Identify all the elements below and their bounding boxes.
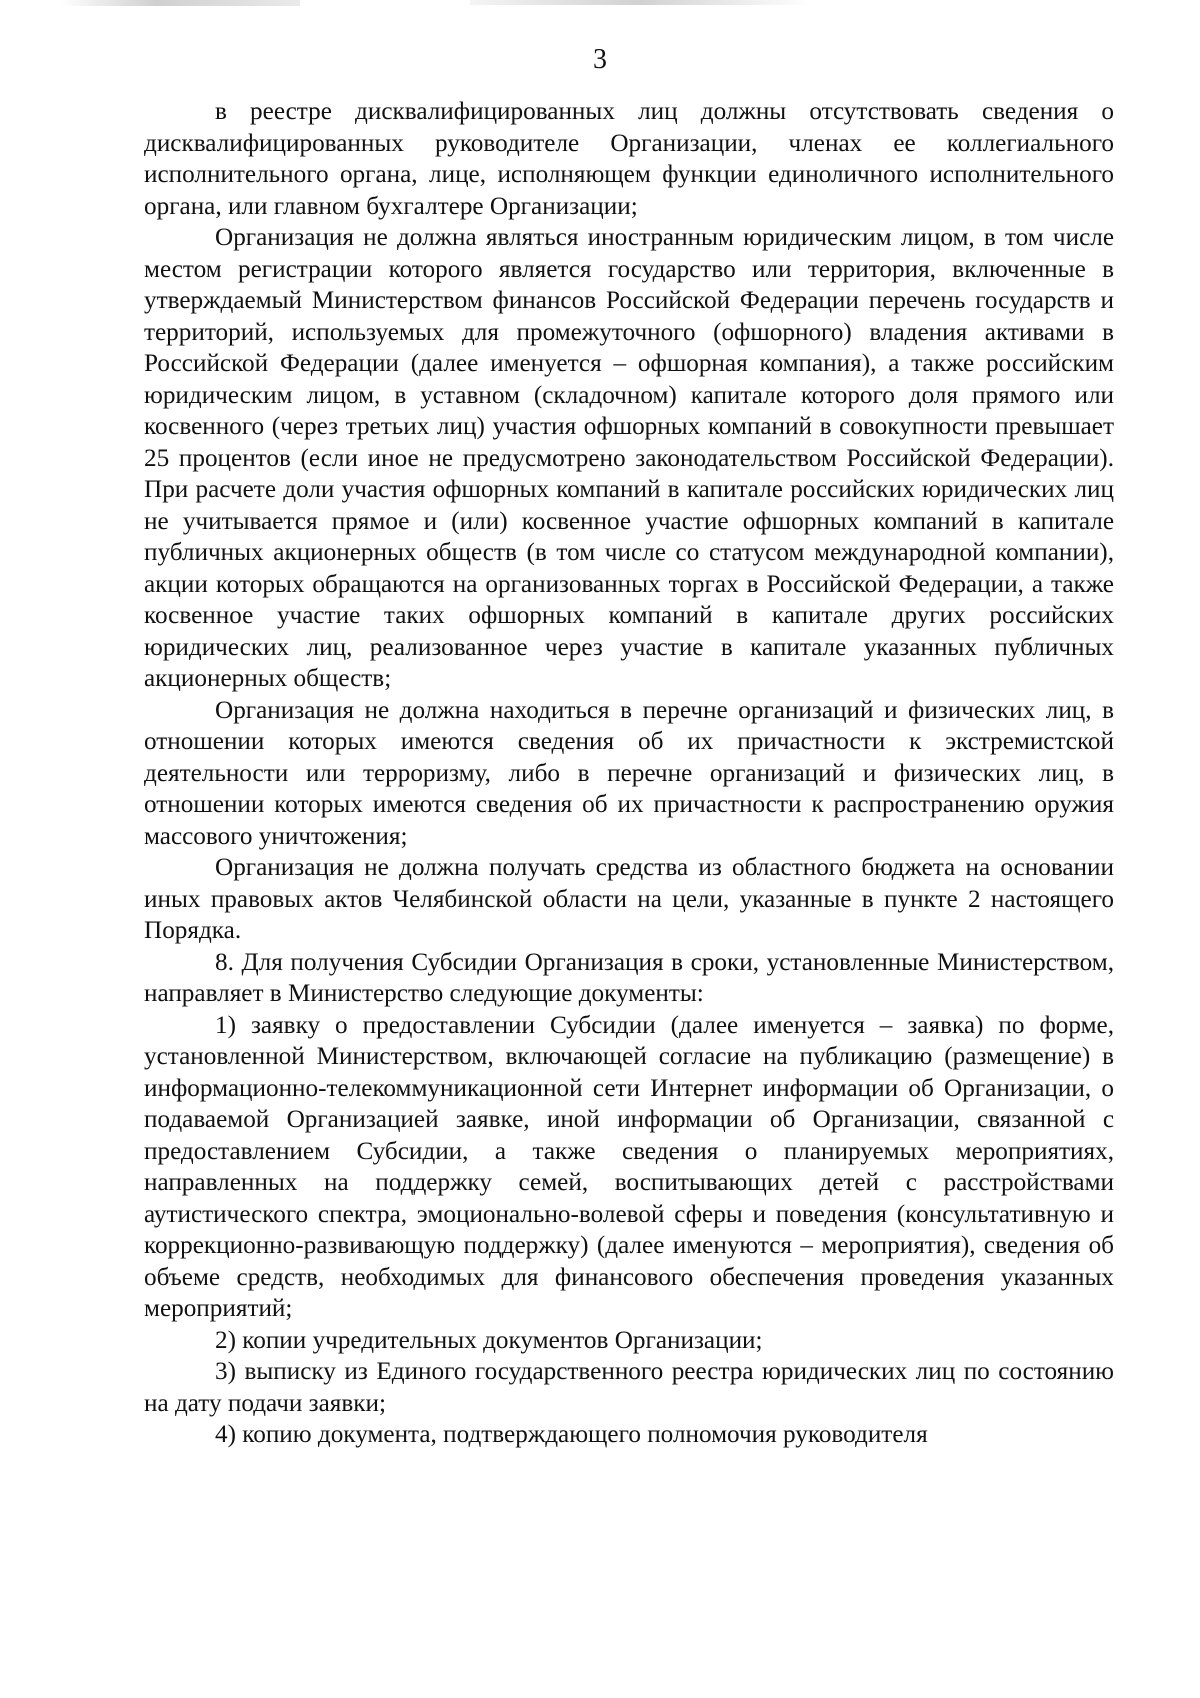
list-item-2-charter-copies: 2) копии учредительных документов Организации; (215, 1326, 763, 1354)
page-number: 3 (593, 44, 607, 75)
paragraph-item-8: 8. Для получения Субсидии Организация в сроки, установленные Министерством, направляет в Министерство следующие документы: (144, 948, 1114, 1007)
paragraph-disqualified-registry: в реестре дисквалифицированных лиц должны отсутствовать сведения о дисквалифицированных руководителе Организации, членах ее коллегиального исполнительного органа, лице, исполняющем функции единоличного исполнительного органа, или главном бухгалтере Организации; (144, 98, 1114, 220)
paragraph-offshore-company: Организация не должна являться иностранным юридическим лицом, в том числе местом регистрации которого является государство или территория, включенные в утверждаемый Министерством финансов Российской Федерации перечень государств и территорий, используемых для промежуточного (офшорного) владения активами в Российской Федерации (далее именуется – офшорная компания), а также российским юридическим лицом, в уставном (складочном) капитале которого доля прямого или косвенного (через третьих лиц) участия офшорных компаний в совокупности превышает 25 процентов (если иное не предусмотрено законодательством Российской Федерации). При расчете доли участия офшорных компаний в капитале российских юридических лиц не учитывается прямое и (или) косвенное участие офшорных компаний в капитале публичных акционерных обществ (в том числе со статусом международной компании), акции которых обращаются на организованных торгах в Российской Федерации, а также косвенное участие таких офшорных компаний в капитале других российских юридических лиц, реализованное через участие в капитале указанных публичных акционерных обществ; (144, 224, 1114, 692)
paragraph-other-budget-funds: Организация не должна получать средства из областного бюджета на основании иных правовых актов Челябинской области на цели, указанные в пункте 2 настоящего Порядка. (144, 854, 1114, 944)
list-item-4-authority-document: 4) копию документа, подтверждающего полномочия руководителя (215, 1421, 928, 1448)
scan-artifact (60, 0, 300, 6)
paragraph-extremism-list: Организация не должна находиться в перечне организаций и физических лиц, в отношении которых имеются сведения об их причастности к экстремистской деятельности или терроризму, либо в перечне организаций и физических лиц, в отношении которых имеются сведения об их причастности к распространению оружия массового уничтожения; (144, 696, 1114, 850)
list-item-3-registry-extract: 3) выписку из Единого государственного реестра юридических лиц по состоянию на дату подачи заявки; (144, 1358, 1114, 1417)
list-item-1-application: 1) заявку о предоставлении Субсидии (далее именуется – заявка) по форме, установленной Министерством, включающей согласие на публикацию (размещение) в информационно-телекоммуникационной сети Интернет информации об Организации, о подаваемой Организацией заявке, иной информации об Организации, связанной с предоставлением Субсидии, а также сведения о планируемых мероприятиях, направленных на поддержку семей, воспитывающих детей с расстройствами аутистического спектра, эмоционально-волевой сферы и поведения (консультативную и коррекционно-развивающую поддержку) (далее именуются – мероприятия), сведения об объеме средств, необходимых для финансового обеспечения проведения указанных мероприятий; (144, 1011, 1114, 1322)
scan-artifact (470, 0, 810, 5)
document-body (144, 96, 1114, 1451)
